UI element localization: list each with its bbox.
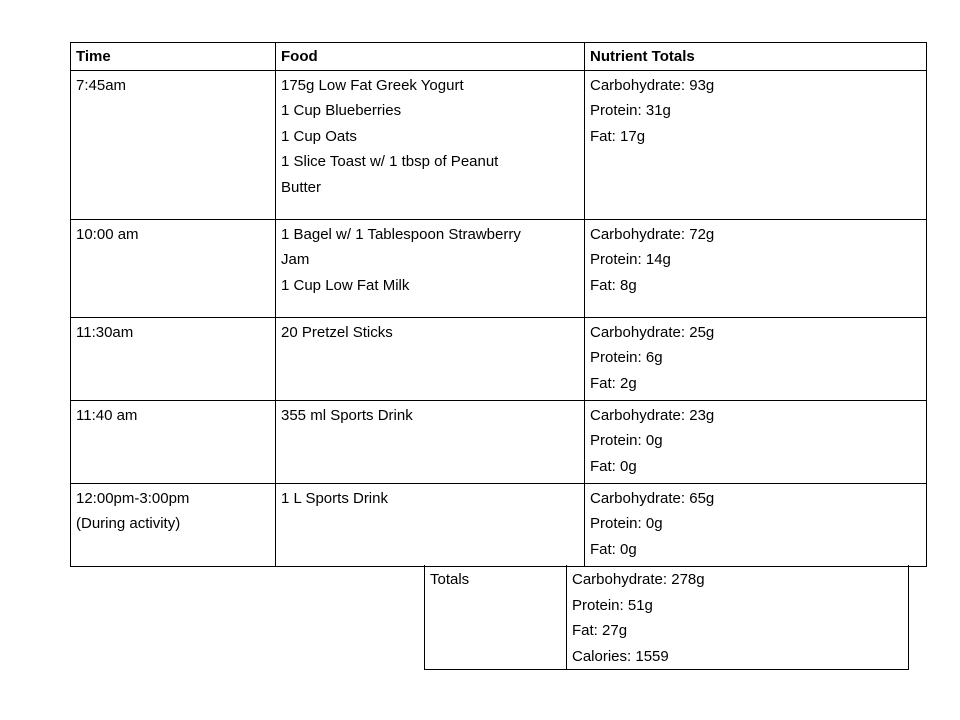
nutrient-line: Fat: 0g [590, 540, 637, 558]
table-row [71, 400, 927, 483]
food-line: 1 Cup Low Fat Milk [281, 276, 410, 294]
nutrient-line: Protein: 0g [590, 432, 663, 449]
food-line: Jam [281, 251, 310, 268]
header-time: Time [71, 43, 276, 71]
nutrient-cell [585, 219, 927, 317]
food-line: 1 Bagel w/ 1 Tablespoon Strawberry [281, 225, 521, 243]
nutrient-line: Fat: 2g [590, 374, 637, 392]
nutrient-line: Protein: 6g [590, 349, 663, 366]
totals-values [567, 565, 909, 670]
time-line: (During activity) [76, 515, 181, 532]
table-row [71, 317, 927, 400]
food-line: 20 Pretzel Sticks [281, 323, 393, 341]
food-cell [276, 483, 585, 566]
time-line: 10:00 am [76, 225, 139, 243]
totals-line: Calories: 1559 [572, 647, 669, 665]
food-line: Butter [281, 178, 322, 196]
time-line: 7:45am [76, 76, 127, 94]
nutrient-line: Fat: 8g [590, 276, 637, 294]
totals-row [425, 565, 909, 670]
header-row [71, 43, 927, 71]
food-cell [276, 219, 585, 317]
time-line: 12:00pm-3:00pm [76, 489, 190, 507]
totals-table [424, 565, 909, 670]
food-line: 1 L Sports Drink [281, 489, 388, 507]
time-cell [71, 219, 276, 317]
nutrient-cell [585, 400, 927, 483]
food-cell [276, 317, 585, 400]
nutrient-line: Fat: 0g [590, 457, 637, 475]
nutrient-line: Protein: 14g [590, 251, 671, 268]
table-row [71, 70, 927, 219]
nutrient-line: Carbohydrate: 93g [590, 76, 715, 94]
time-line: 11:30am [76, 323, 134, 341]
totals-label-text: Totals [430, 571, 470, 588]
food-line: 175g Low Fat Greek Yogurt [281, 76, 464, 94]
food-line: 1 Slice Toast w/ 1 tbsp of Peanut [281, 153, 499, 170]
food-line: 1 Cup Blueberries [281, 102, 402, 119]
food-cell [276, 70, 585, 219]
nutrient-cell [585, 317, 927, 400]
food-cell [276, 400, 585, 483]
meal-table [70, 42, 927, 567]
table-row [71, 219, 927, 317]
totals-label [425, 565, 567, 670]
header-food: Food [276, 43, 585, 71]
nutrient-line: Protein: 0g [590, 515, 663, 532]
food-line: 1 Cup Oats [281, 127, 357, 145]
header-nutrients: Nutrient Totals [585, 43, 927, 71]
nutrient-cell [585, 483, 927, 566]
totals-line: Protein: 51g [572, 596, 653, 614]
food-line: 355 ml Sports Drink [281, 406, 413, 424]
time-cell [71, 400, 276, 483]
nutrient-cell [585, 70, 927, 219]
time-cell [71, 317, 276, 400]
nutrient-line: Carbohydrate: 72g [590, 225, 715, 243]
time-cell [71, 70, 276, 219]
time-cell [71, 483, 276, 566]
nutrient-line: Carbohydrate: 65g [590, 489, 715, 507]
nutrient-line: Protein: 31g [590, 102, 671, 119]
nutrient-line: Carbohydrate: 23g [590, 406, 715, 424]
nutrient-line: Carbohydrate: 25g [590, 323, 715, 341]
table-row [71, 483, 927, 566]
totals-line: Carbohydrate: 278g [572, 571, 705, 588]
nutrient-line: Fat: 17g [590, 127, 646, 145]
time-line: 11:40 am [76, 406, 138, 424]
totals-line: Fat: 27g [572, 622, 628, 639]
nutrition-log-sheet [70, 42, 927, 567]
